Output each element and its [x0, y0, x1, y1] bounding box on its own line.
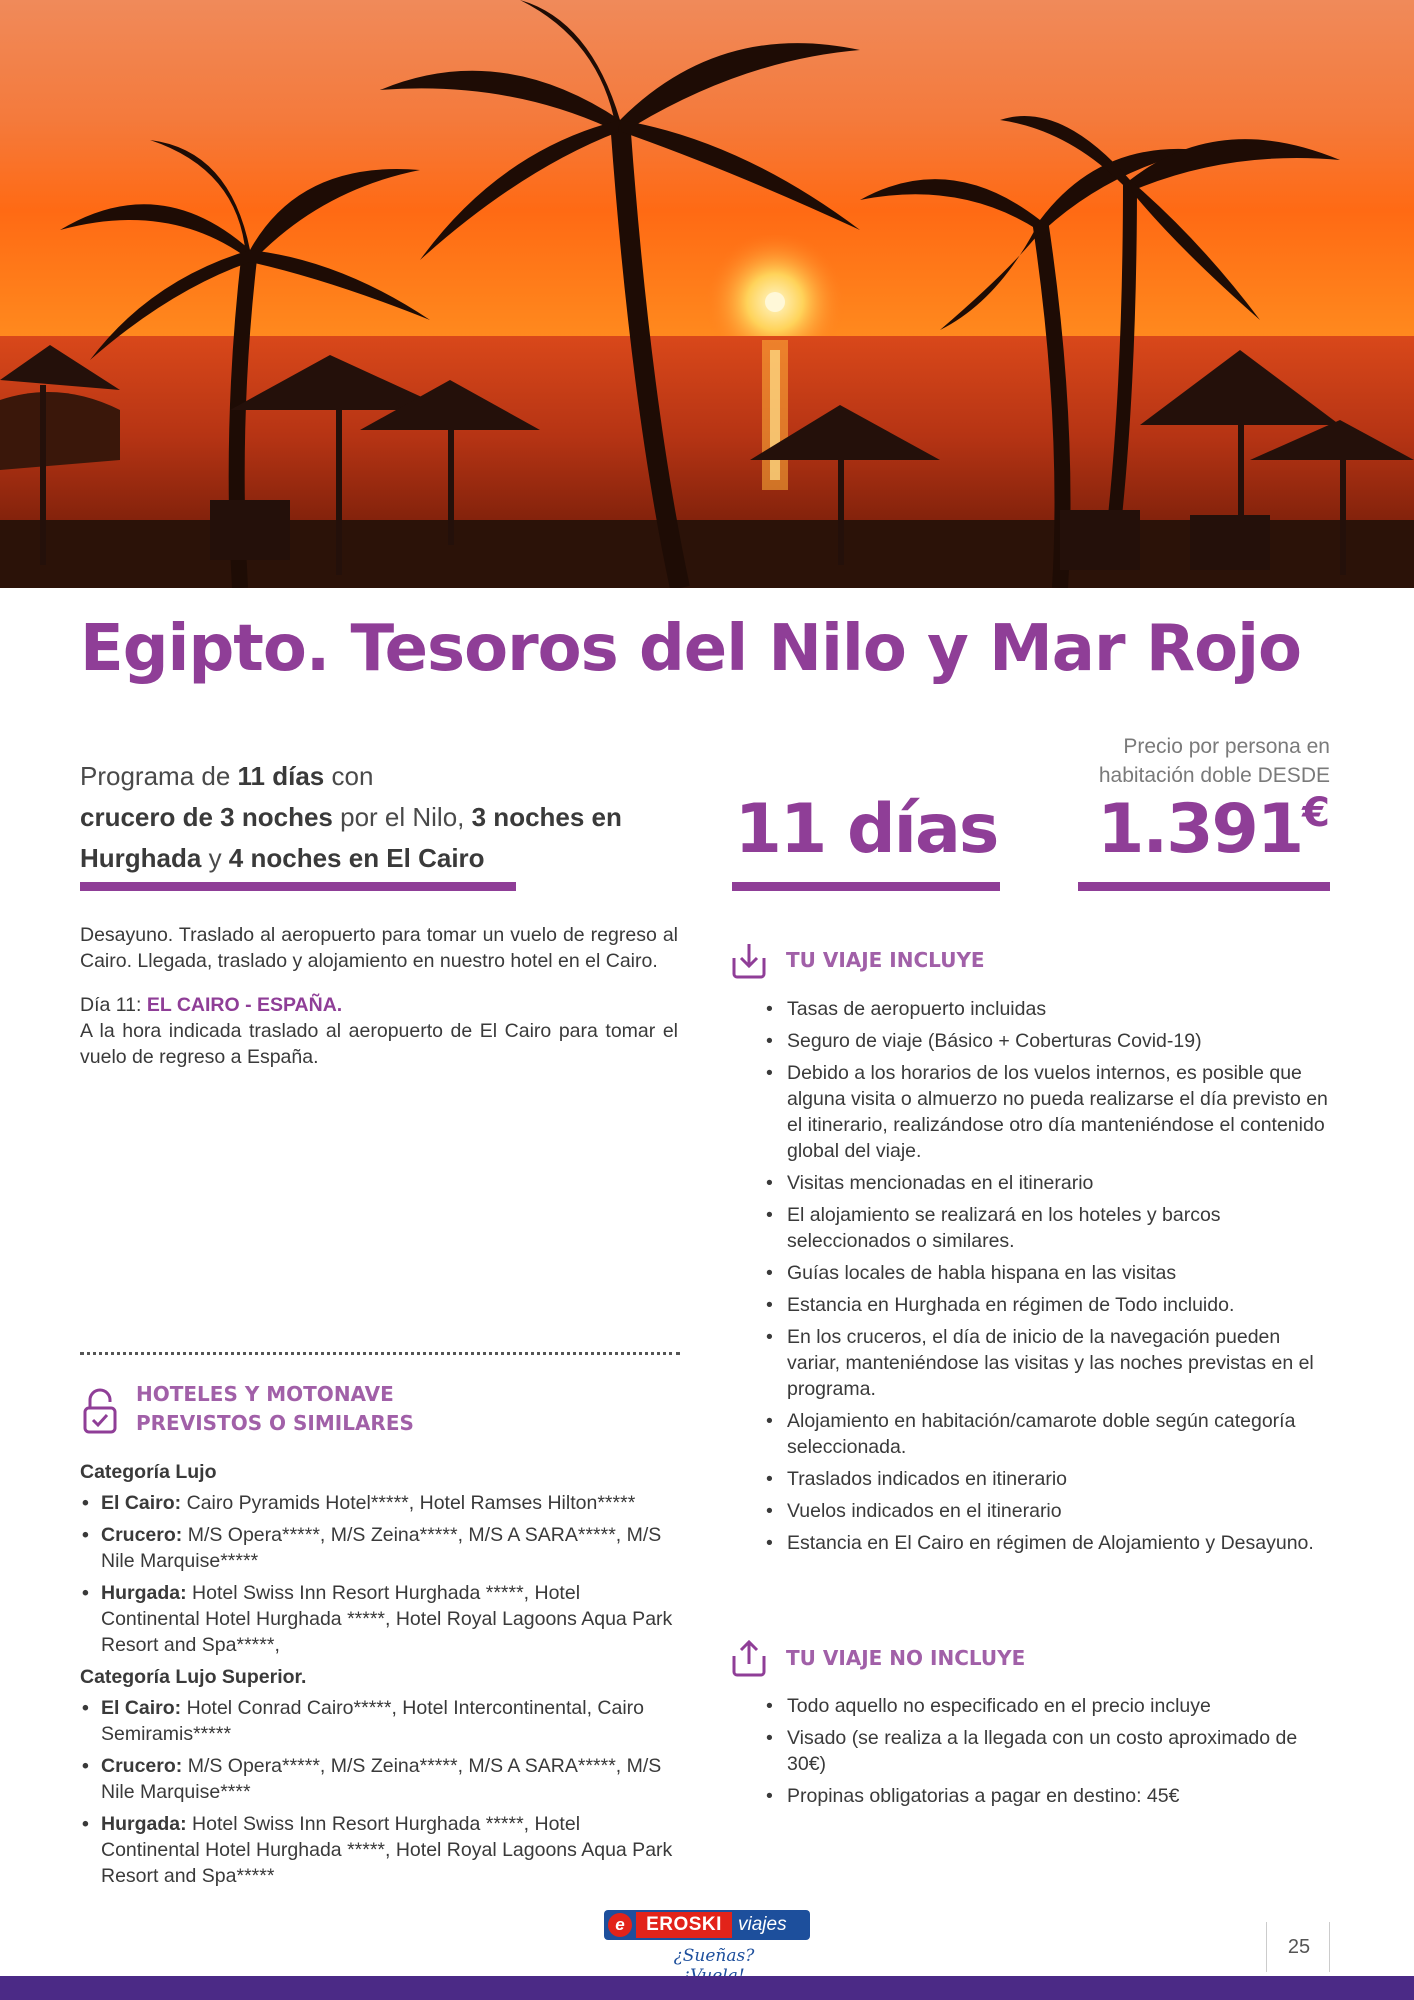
- category-list: [80, 1490, 680, 1658]
- price-caption: [1040, 732, 1330, 790]
- list-item: [80, 1490, 680, 1516]
- lock-check-icon: [80, 1388, 120, 1434]
- includes-list: [766, 996, 1336, 1562]
- list-item: • Debido a los horarios de los vuelos internos, es posible que alguna visita o almuerzo no pueda realizarse el día previsto en el itinerario, realizándose otro día manteniéndose el contenido global del viaje.: [766, 1060, 1336, 1164]
- list-item: • Propinas obligatorias a pagar en destino: 45€: [766, 1783, 1336, 1809]
- category-title: Categoría Lujo: [80, 1461, 217, 1483]
- download-icon: [730, 940, 768, 980]
- item-text: Cairo Pyramids Hotel*****, Hotel Ramses Hilton*****: [181, 1492, 636, 1514]
- day-11-label: Día 11:: [80, 994, 147, 1016]
- eroski-viajes-logo: [604, 1910, 810, 1972]
- item-label: Crucero:: [101, 1755, 183, 1777]
- price-amount: [1078, 790, 1330, 869]
- item-text: Hotel Swiss Inn Resort Hurghada *****, Hotel Continental Hotel Hurghada *****, Hotel Royal Lagoons Aqua Park Resort and Spa*****,: [101, 1582, 673, 1656]
- list-item: [80, 1522, 680, 1574]
- item-text: M/S Opera*****, M/S Zeina*****, M/S A SARA*****, M/S Nile Marquise****: [101, 1755, 662, 1803]
- item-text: M/S Opera*****, M/S Zeina*****, M/S A SARA*****, M/S Nile Marquise*****: [101, 1524, 662, 1572]
- price-caption-line2: habitación doble DESDE: [1098, 764, 1330, 787]
- program-cruise: crucero de 3 noches: [80, 802, 333, 832]
- program-after-days: con: [324, 761, 374, 791]
- program-summary: [80, 756, 680, 879]
- day-11-title: EL CAIRO - ESPAÑA.: [146, 994, 343, 1016]
- list-item: • Estancia en Hurghada en régimen de Todo incluido.: [766, 1292, 1336, 1318]
- list-item: [80, 1811, 680, 1889]
- list-item: • Tasas de aeropuerto incluidas: [766, 996, 1336, 1022]
- program-cairo: 4 noches en El Cairo: [228, 843, 485, 873]
- program-and: y: [201, 843, 229, 873]
- list-item: • Vuelos indicados en el itinerario: [766, 1498, 1336, 1524]
- bottom-bar: [0, 1976, 1414, 2000]
- logo-brand: EROSKI: [636, 1912, 732, 1938]
- list-item: • Visitas mencionadas en el itinerario: [766, 1170, 1336, 1196]
- hotels-heading-line2: PREVISTOS O SIMILARES: [136, 1411, 414, 1435]
- price-value: 1.391: [1097, 790, 1303, 869]
- item-label: Crucero:: [101, 1524, 183, 1546]
- includes-heading: [730, 940, 1330, 984]
- program-hurghada: 3 noches en Hurghada: [80, 802, 622, 873]
- list-item: [80, 1753, 680, 1805]
- list-item: [80, 1580, 680, 1658]
- program-days: 11 días: [237, 761, 325, 791]
- item-label: Hurgada:: [101, 1582, 187, 1604]
- list-item: • Todo aquello no especificado en el precio incluye: [766, 1693, 1336, 1719]
- excludes-heading-text: TU VIAJE NO INCLUYE: [786, 1646, 1026, 1670]
- program-mid: por el Nilo,: [332, 802, 472, 832]
- category-title: Categoría Lujo Superior.: [80, 1666, 307, 1688]
- upload-icon: [730, 1638, 768, 1678]
- price-underline: [1078, 882, 1330, 891]
- page-title: Egipto. Tesoros del Nilo y Mar Rojo: [80, 612, 1301, 686]
- hotels-list: [80, 1459, 680, 1895]
- hotels-heading-text: [136, 1380, 414, 1438]
- price-caption-line1: Precio por persona en: [1123, 735, 1330, 758]
- list-item: • Guías locales de habla hispana en las visitas: [766, 1260, 1336, 1286]
- logo-sub: viajes: [738, 1914, 787, 1935]
- hero-image: [0, 0, 1414, 588]
- page-number: 25: [1287, 1936, 1311, 1958]
- list-item: • En los cruceros, el día de inicio de la navegación pueden variar, manteniéndose las visitas y las noches previstas en el programa.: [766, 1324, 1336, 1402]
- itinerary-paragraph: Desayuno. Traslado al aeropuerto para tomar un vuelo de regreso al Cairo. Llegada, traslado y alojamiento en nuestro hotel en el Cairo.: [80, 924, 678, 972]
- day-11-text: A la hora indicada traslado al aeropuerto de El Cairo para tomar el vuelo de regreso a España.: [80, 1020, 678, 1068]
- item-label: El Cairo:: [101, 1697, 182, 1719]
- item-label: El Cairo:: [101, 1492, 182, 1514]
- excludes-heading: [730, 1638, 1330, 1682]
- list-item: • Estancia en El Cairo en régimen de Alojamiento y Desayuno.: [766, 1530, 1336, 1556]
- days-badge: 11 días: [734, 790, 998, 869]
- logo-letter: e: [608, 1913, 632, 1937]
- program-underline: [80, 882, 516, 891]
- list-item: • Alojamiento en habitación/camarote doble según categoría seleccionada.: [766, 1408, 1336, 1460]
- day-11-block: [80, 992, 678, 1070]
- list-item: • Traslados indicados en itinerario: [766, 1466, 1336, 1492]
- category-list: [80, 1695, 680, 1889]
- price-currency: €: [1302, 790, 1330, 836]
- logo-tagline: ¿Sueñas?: [673, 1946, 755, 1966]
- program-prefix: Programa de: [80, 761, 238, 791]
- item-label: Hurgada:: [101, 1813, 187, 1835]
- list-item: [80, 1695, 680, 1747]
- includes-heading-text: TU VIAJE INCLUYE: [786, 948, 985, 972]
- sunset-palms-illustration: [0, 0, 1414, 588]
- page-number-box: [1266, 1922, 1330, 1972]
- hotels-heading: [80, 1380, 680, 1440]
- logo-box: [604, 1910, 810, 1940]
- list-item: • El alojamiento se realizará en los hoteles y barcos seleccionados o similares.: [766, 1202, 1336, 1254]
- item-text: Hotel Conrad Cairo*****, Hotel Intercontinental, Cairo Semiramis*****: [101, 1697, 645, 1745]
- item-text: Hotel Swiss Inn Resort Hurghada *****, Hotel Continental Hotel Hurghada *****, Hotel Royal Lagoons Aqua Park Resort and Spa*****: [101, 1813, 673, 1887]
- hotels-heading-line1: HOTELES Y MOTONAVE: [136, 1382, 394, 1406]
- section-divider: [80, 1352, 680, 1355]
- days-underline: [732, 882, 1000, 891]
- list-item: • Seguro de viaje (Básico + Coberturas Covid-19): [766, 1028, 1336, 1054]
- list-item: • Visado (se realiza a la llegada con un costo aproximado de 30€): [766, 1725, 1336, 1777]
- excludes-list: [766, 1693, 1336, 1815]
- itinerary-text: [80, 922, 678, 1088]
